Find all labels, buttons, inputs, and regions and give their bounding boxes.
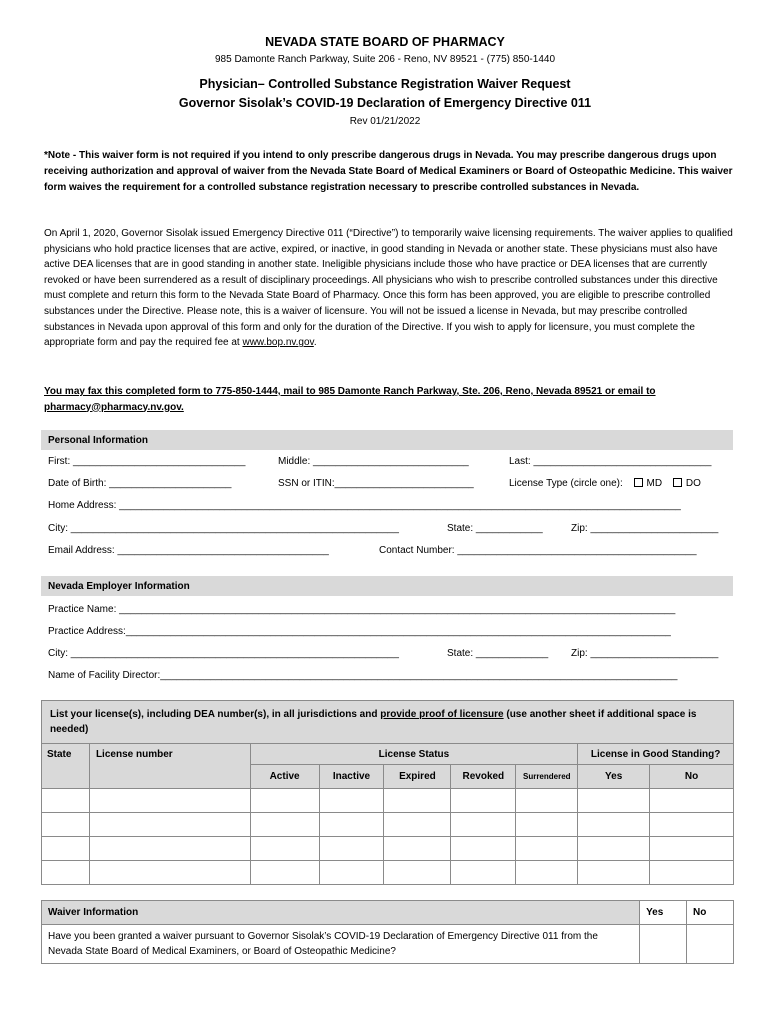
submission-instructions: You may fax this completed form to 775-850-1444, mail to 985 Damonte Ranch Parkway, Ste. 206, Reno, Nevada 89521 or email to pharmacy@pharmacy.nv.gov. — [44, 386, 656, 413]
city-field[interactable]: City: ___________________________________________________________ — [48, 523, 399, 534]
form-subtitle: Governor Sisolak’s COVID-19 Declaration of Emergency Directive 011 — [178, 96, 592, 110]
do-checkbox[interactable] — [673, 478, 682, 487]
zip-field[interactable]: Zip: _______________________ — [571, 523, 719, 534]
do-label: DO — [685, 478, 701, 489]
col-license-number: License number — [89, 744, 250, 789]
bop-link[interactable]: www.bop.nv.gov — [242, 337, 314, 349]
license-instructions: List your license(s), including DEA number(s), in all jurisdictions and provide proof of licensure (use another sheet if additional space is needed) — [42, 701, 734, 744]
employer-state-field[interactable]: State: _____________ — [447, 648, 549, 659]
directive-end: . — [313, 337, 317, 349]
license-type-group — [509, 478, 701, 489]
practice-address-field[interactable]: Practice Address:__________________________________________________________________________________________________ — [48, 626, 671, 637]
directive-paragraph — [44, 226, 734, 351]
personal-info-heading: Personal Information — [41, 430, 733, 450]
table-row[interactable] — [42, 789, 734, 813]
proof-of-licensure-text: provide proof of licensure — [380, 709, 504, 720]
waiver-heading: Waiver Information — [42, 901, 640, 925]
col-revoked: Revoked — [451, 765, 516, 789]
col-inactive: Inactive — [319, 765, 384, 789]
table-row[interactable] — [42, 813, 734, 837]
license-type-label: License Type (circle one): — [509, 478, 623, 489]
form-title: Physician– Controlled Substance Registration Waiver Request — [199, 77, 571, 91]
waiver-question: Have you been granted a waiver pursuant to Governor Sisolak’s COVID-19 Declaration of Emergency Directive 011 from the Nevada State Board of Medical Examiners, or Board of Osteopathic Medicine? — [42, 925, 640, 964]
first-name-field[interactable]: First: _______________________________ — [48, 456, 246, 467]
waiver-yes-cell[interactable] — [640, 925, 687, 964]
col-surrendered: Surrendered — [516, 765, 578, 789]
table-row[interactable] — [42, 861, 734, 885]
contact-number-field[interactable]: Contact Number: ___________________________________________ — [379, 545, 697, 556]
employer-info-heading: Nevada Employer Information — [41, 576, 733, 596]
revision-date: Rev 01/21/2022 — [349, 116, 421, 127]
table-row[interactable] — [42, 837, 734, 861]
col-good-standing: License in Good Standing? — [578, 744, 734, 765]
facility-director-field[interactable]: Name of Facility Director:_____________________________________________________________________________________________ — [48, 670, 678, 681]
col-no: No — [650, 765, 734, 789]
org-title: NEVADA STATE BOARD OF PHARMACY — [265, 35, 505, 49]
state-field[interactable]: State: ____________ — [447, 523, 543, 534]
md-checkbox[interactable] — [634, 478, 643, 487]
directive-text: On April 1, 2020, Governor Sisolak issued Emergency Directive 011 (“Directive”) to temporarily waive licensing requirements. The waiver applies to qualified physicians who hold practice licenses that are active, expired, or inactive, in good standing in Nevada or another state. These physicians must also have active DEA licenses that are in good standing in another state. Ineligible physicians include those who have practice or DEA licenses that are currently revoked or have been surrendered as a result of disciplinary proceedings. All physicians who wish to prescribe controlled substances under this directive must complete and return this form to the Nevada State Board of Pharmacy. Once this form has been approved, you are eligible to prescribe controlled substances under the Directive. Please note, this is a waiver of licensure. You will not be issued a license in Nevada, but may prescribe controlled substances in Nevada upon approval of this form and only for the duration of the Directive. If you wish to apply for licensure, you must complete the appropriate form and pay the required fee at — [44, 228, 733, 349]
home-address-field[interactable]: Home Address: _____________________________________________________________________________________________________ — [48, 500, 681, 511]
waiver-no-header: No — [687, 901, 734, 925]
col-expired: Expired — [384, 765, 451, 789]
employer-city-field[interactable]: City: ___________________________________________________________ — [48, 648, 399, 659]
note-text: *Note - This waiver form is not required if you intend to only prescribe dangerous drugs in Nevada. You may prescribe dangerous drugs upon receiving authorization and approval of waiver from the Nevada State Board of Medical Examiners or Board of Osteopathic Medicine. This waiver form waives the requirement for a controlled substance registration necessary to prescribe controlled substances in Nevada. — [44, 150, 733, 193]
email-field[interactable]: Email Address: ______________________________________ — [48, 545, 329, 556]
license-table — [41, 700, 734, 885]
col-license-status: License Status — [250, 744, 578, 765]
col-active: Active — [250, 765, 319, 789]
ssn-field[interactable]: SSN or ITIN:_________________________ — [278, 478, 474, 489]
employer-zip-field[interactable]: Zip: _______________________ — [571, 648, 719, 659]
org-address: 985 Damonte Ranch Parkway, Suite 206 - Reno, NV 89521 - (775) 850-1440 — [214, 54, 555, 65]
col-yes: Yes — [578, 765, 650, 789]
dob-field[interactable]: Date of Birth: ______________________ — [48, 478, 232, 489]
middle-name-field[interactable]: Middle: ____________________________ — [278, 456, 469, 467]
md-label: MD — [646, 478, 663, 489]
waiver-table — [41, 900, 734, 964]
col-state: State — [42, 744, 90, 789]
waiver-yes-header: Yes — [640, 901, 687, 925]
practice-name-field[interactable]: Practice Name: ____________________________________________________________________________________________________ — [48, 604, 676, 615]
last-name-field[interactable]: Last: ________________________________ — [509, 456, 712, 467]
waiver-no-cell[interactable] — [687, 925, 734, 964]
